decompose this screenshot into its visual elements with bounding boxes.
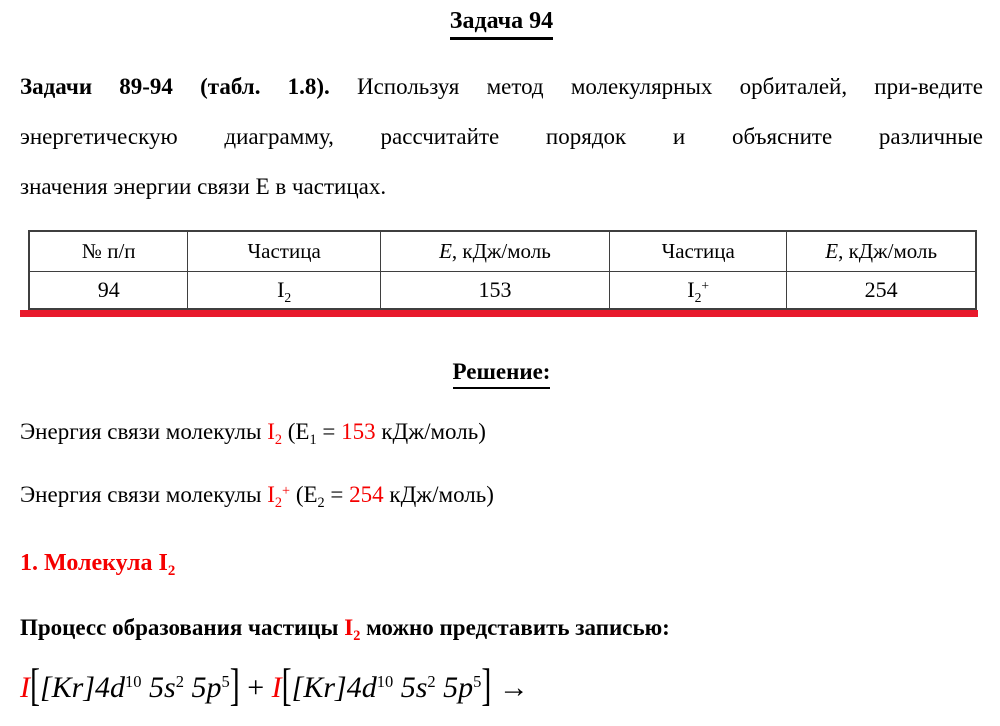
header-energy-2-units: , кДж/моль xyxy=(838,239,938,263)
formula-term1-close-bracket: ] xyxy=(229,661,240,711)
header-energy-1 xyxy=(380,231,609,272)
line1-equals: = xyxy=(316,419,342,444)
line2-open: (Е xyxy=(290,482,318,507)
intro-line-3-text: значения энергии связи Е в частицах. xyxy=(20,174,387,199)
line1-e-sub: 1 xyxy=(309,431,317,448)
intro-line-1 xyxy=(20,62,983,112)
line1-value: 153 xyxy=(341,419,376,444)
process-species-sub: 2 xyxy=(353,627,361,644)
line2-species: I xyxy=(267,482,275,507)
formula-term2-close-bracket: ] xyxy=(481,661,492,711)
header-energy-2 xyxy=(787,231,976,272)
header-energy-1-e: E xyxy=(439,239,452,263)
intro-line-3 xyxy=(20,162,983,212)
section-1-species: I xyxy=(158,550,168,576)
line2-equals: = xyxy=(324,482,350,507)
cell-energy-2: 254 xyxy=(787,272,976,310)
formula-term2-d-exponent: 10 xyxy=(376,671,394,691)
formula-term2-open-bracket: [ xyxy=(281,661,292,711)
red-divider-rule xyxy=(20,310,978,317)
intro-line-2 xyxy=(20,112,983,162)
line2-suffix: кДж/моль) xyxy=(383,482,494,507)
line2-prefix: Энергия связи молекулы xyxy=(20,482,268,507)
formula-term2-p-exponent: 5 xyxy=(473,671,482,691)
formula-term1-p: 5p xyxy=(183,671,222,704)
line1-open: (Е xyxy=(282,419,310,444)
particle-1-sub: 2 xyxy=(284,289,292,305)
header-energy-1-units: , кДж/моль xyxy=(451,239,551,263)
line2-species-sub: 2 xyxy=(274,494,283,511)
cell-energy-1: 153 xyxy=(380,272,609,310)
solution-heading: Решение: xyxy=(453,359,551,389)
header-num: № п/п xyxy=(29,231,188,272)
line1-suffix: кДж/моль) xyxy=(375,419,486,444)
formula-term2-iodine: I xyxy=(271,671,282,704)
process-prefix: Процесс образования частицы xyxy=(20,615,345,640)
particle-2-sup: + xyxy=(701,278,710,294)
line1-prefix: Энергия связи молекулы xyxy=(20,419,268,444)
intro-line-2-text: энергетическую диаграмму, рассчитайте порядок и объясните различные xyxy=(20,124,983,149)
header-energy-2-e: E xyxy=(825,239,839,263)
line1-species-sub: 2 xyxy=(274,431,283,448)
formula-term1-p-exponent: 5 xyxy=(221,671,230,691)
solution-line-2 xyxy=(20,478,983,515)
table-header-row xyxy=(29,231,976,272)
formula-term1-s-exponent: 2 xyxy=(175,671,184,691)
formula-term2-s: 5s xyxy=(393,671,428,704)
cell-particle-1 xyxy=(188,272,380,310)
table-row xyxy=(29,272,976,310)
formula-term2-core: [Kr]4d xyxy=(291,671,377,704)
energy-table xyxy=(28,230,977,310)
line2-species-sup: + xyxy=(282,482,291,499)
formula-term1-iodine: I xyxy=(20,671,30,704)
process-species: I xyxy=(344,615,354,640)
particle-2-sub: 2 xyxy=(694,289,702,305)
header-particle-2: Частица xyxy=(610,231,787,272)
line1-species: I xyxy=(267,419,275,444)
formula-term2-s-exponent: 2 xyxy=(427,671,436,691)
title-row xyxy=(20,8,983,40)
process-line xyxy=(20,611,983,648)
solution-heading-row xyxy=(20,359,983,389)
intro-line-1-text: Используя метод молекулярных орбиталей, при-ведите xyxy=(329,74,983,99)
electron-configuration-formula xyxy=(20,662,983,718)
header-particle-1: Частица xyxy=(188,231,380,272)
particle-2-symbol: I xyxy=(687,277,695,302)
section-1-text: 1. Молекула xyxy=(20,550,159,576)
solution-line-1 xyxy=(20,415,983,452)
formula-term1-open-bracket: [ xyxy=(30,661,40,711)
page-title: Задача 94 xyxy=(450,8,553,40)
formula-term1-core: [Kr]4d xyxy=(40,671,126,704)
line2-value: 254 xyxy=(349,482,384,507)
section-1-species-sub: 2 xyxy=(167,562,176,579)
section-1-heading xyxy=(20,547,983,582)
line2-e-sub: 2 xyxy=(317,494,325,511)
intro-bold-lead: Задачи 89-94 (табл. 1.8). xyxy=(20,74,330,99)
formula-term1-s: 5s xyxy=(141,671,176,704)
cell-num: 94 xyxy=(29,272,188,310)
particle-1-symbol: I xyxy=(277,277,285,302)
formula-arrow: → xyxy=(491,671,529,704)
formula-term2-p: 5p xyxy=(435,671,474,704)
cell-particle-2 xyxy=(610,272,787,310)
formula-term1-d-exponent: 10 xyxy=(125,671,142,691)
process-suffix: можно представить записью: xyxy=(360,615,670,640)
formula-plus-sign: + xyxy=(239,671,272,704)
intro-paragraph xyxy=(20,62,983,212)
